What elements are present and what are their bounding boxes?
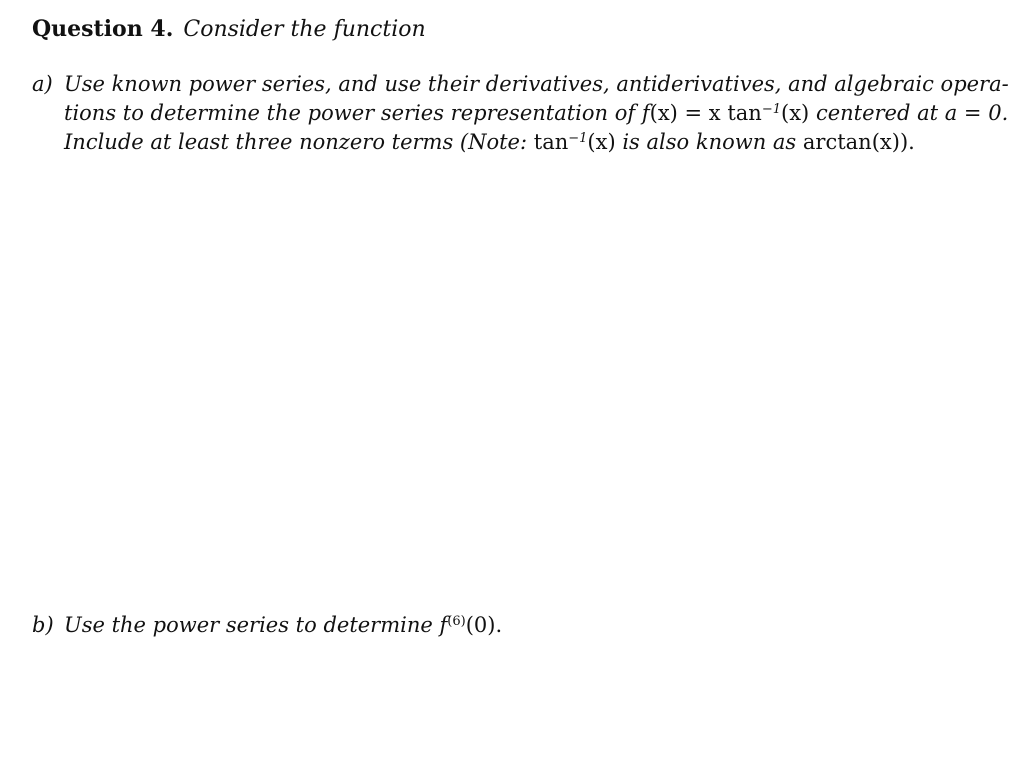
inverse-exponent: −1 bbox=[761, 101, 782, 117]
derivative-order: (6) bbox=[447, 613, 466, 629]
part-a-line-2-text bbox=[64, 99, 1008, 128]
note-middle: is also known as bbox=[622, 130, 797, 154]
arctan-argument: (x)). bbox=[871, 130, 915, 154]
derivative-function-symbol: f bbox=[439, 613, 448, 637]
part-b-text bbox=[64, 611, 502, 640]
tan-argument: (x) bbox=[781, 101, 810, 125]
part-a-line-3-text bbox=[64, 128, 915, 157]
note-inverse-exponent: −1 bbox=[568, 130, 588, 146]
part-a-line-3-lead: Include at least three nonzero terms (Note: bbox=[64, 130, 528, 154]
note-tan-argument: (x) bbox=[587, 130, 616, 154]
part-a-marker: a) bbox=[32, 72, 53, 96]
part-b-prompt: Use the power series to determine bbox=[64, 613, 433, 637]
part-a-line-2-lead: tions to determine the power series representation of bbox=[64, 101, 636, 125]
tan-symbol: tan bbox=[727, 101, 762, 125]
derivative-argument: (0). bbox=[465, 613, 503, 637]
arctan-symbol: arctan bbox=[802, 130, 872, 154]
question-label: Question 4. bbox=[32, 16, 174, 42]
part-a-line-1-text: Use known power series, and use their derivatives, antiderivatives, and algebraic opera- bbox=[64, 72, 1009, 96]
function-symbol: f bbox=[641, 101, 650, 125]
part-b-marker: b) bbox=[32, 613, 54, 637]
question-intro: Consider the function bbox=[183, 17, 426, 42]
question-heading bbox=[32, 14, 426, 45]
function-definition: (x) = x bbox=[649, 101, 721, 125]
center-statement: centered at a = 0. bbox=[815, 101, 1009, 125]
note-tan-symbol: tan bbox=[533, 130, 569, 154]
